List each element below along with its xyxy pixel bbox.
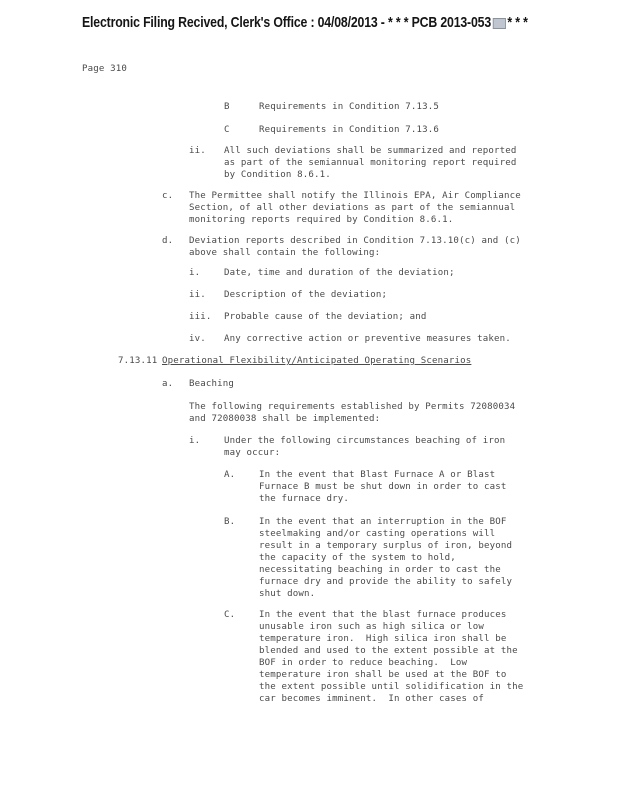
item-line: BOF in order to reduce beaching. Low	[259, 658, 468, 668]
filing-stamp-text: Electronic Filing Recived, Clerk's Office : 04/08/2013 - * * * PCB 2013-053	[82, 14, 492, 31]
item-line: the extent possible until solidification in the	[259, 682, 524, 692]
item-line: Under the following circumstances beaching of iron	[224, 436, 506, 446]
paragraph-line: The following requirements established by Permits 72080034	[189, 402, 516, 412]
item-label: i.	[189, 436, 201, 446]
item-line: In the event that the blast furnace produces	[259, 610, 507, 620]
item-line: Date, time and duration of the deviation;	[224, 268, 455, 278]
item-line: necessitating beaching in order to cast the	[259, 565, 501, 575]
item-line: temperature iron shall be used at the BOF to	[259, 670, 507, 680]
item-label: C	[224, 125, 230, 135]
item-line: result in a temporary surplus of iron, beyond	[259, 541, 513, 551]
item-line: above shall contain the following:	[189, 248, 381, 258]
filing-stamp-header	[82, 14, 528, 31]
item-line: temperature iron. High silica iron shall be	[259, 634, 507, 644]
item-line: Probable cause of the deviation; and	[224, 312, 427, 322]
item-label: c.	[162, 191, 174, 201]
item-line: by Condition 8.6.1.	[224, 170, 331, 180]
item-label: B	[224, 102, 230, 112]
item-line: blended and used to the extent possible at the	[259, 646, 518, 656]
section-heading: Operational Flexibility/Anticipated Operating Scenarios	[162, 356, 472, 366]
item-label: A.	[224, 470, 236, 480]
item-line: as part of the semiannual monitoring report required	[224, 158, 517, 168]
paragraph-line: and 72080038 shall be implemented:	[189, 414, 381, 424]
stamp-seal-icon	[493, 18, 506, 29]
item-line: Section, of all other deviations as part of the semiannual	[189, 203, 516, 213]
item-line: All such deviations shall be summarized and reported	[224, 146, 517, 156]
item-line: Requirements in Condition 7.13.5	[259, 102, 439, 112]
item-label: i.	[189, 268, 201, 278]
item-line: Any corrective action or preventive measures taken.	[224, 334, 511, 344]
item-line: The Permittee shall notify the Illinois EPA, Air Compliance	[189, 191, 521, 201]
item-label: iii.	[189, 312, 212, 322]
page-number: Page 310	[82, 64, 127, 74]
item-line: In the event that Blast Furnace A or Blast	[259, 470, 496, 480]
item-line: the furnace dry.	[259, 494, 349, 504]
item-line: Requirements in Condition 7.13.6	[259, 125, 439, 135]
item-line: Description of the deviation;	[224, 290, 388, 300]
item-label: ii.	[189, 290, 206, 300]
filing-stamp-asterisks: * * *	[507, 14, 528, 31]
item-line: the capacity of the system to hold,	[259, 553, 456, 563]
item-label: d.	[162, 236, 174, 246]
section-number: 7.13.11	[118, 356, 158, 366]
item-line: monitoring reports required by Condition 8.6.1.	[189, 215, 454, 225]
item-line: Beaching	[189, 379, 234, 389]
item-label: C.	[224, 610, 236, 620]
item-line: Furnace B must be shut down in order to cast	[259, 482, 507, 492]
item-line: Deviation reports described in Condition 7.13.10(c) and (c)	[189, 236, 521, 246]
item-label: ii.	[189, 146, 206, 156]
item-line: furnace dry and provide the ability to safely	[259, 577, 513, 587]
item-label: B.	[224, 517, 236, 527]
item-line: may occur:	[224, 448, 281, 458]
item-label: iv.	[189, 334, 206, 344]
item-line: shut down.	[259, 589, 316, 599]
item-line: car becomes imminent. In other cases of	[259, 694, 484, 704]
item-line: unusable iron such as high silica or low	[259, 622, 484, 632]
item-line: In the event that an interruption in the BOF	[259, 517, 507, 527]
item-line: steelmaking and/or casting operations will	[259, 529, 496, 539]
item-label: a.	[162, 379, 174, 389]
